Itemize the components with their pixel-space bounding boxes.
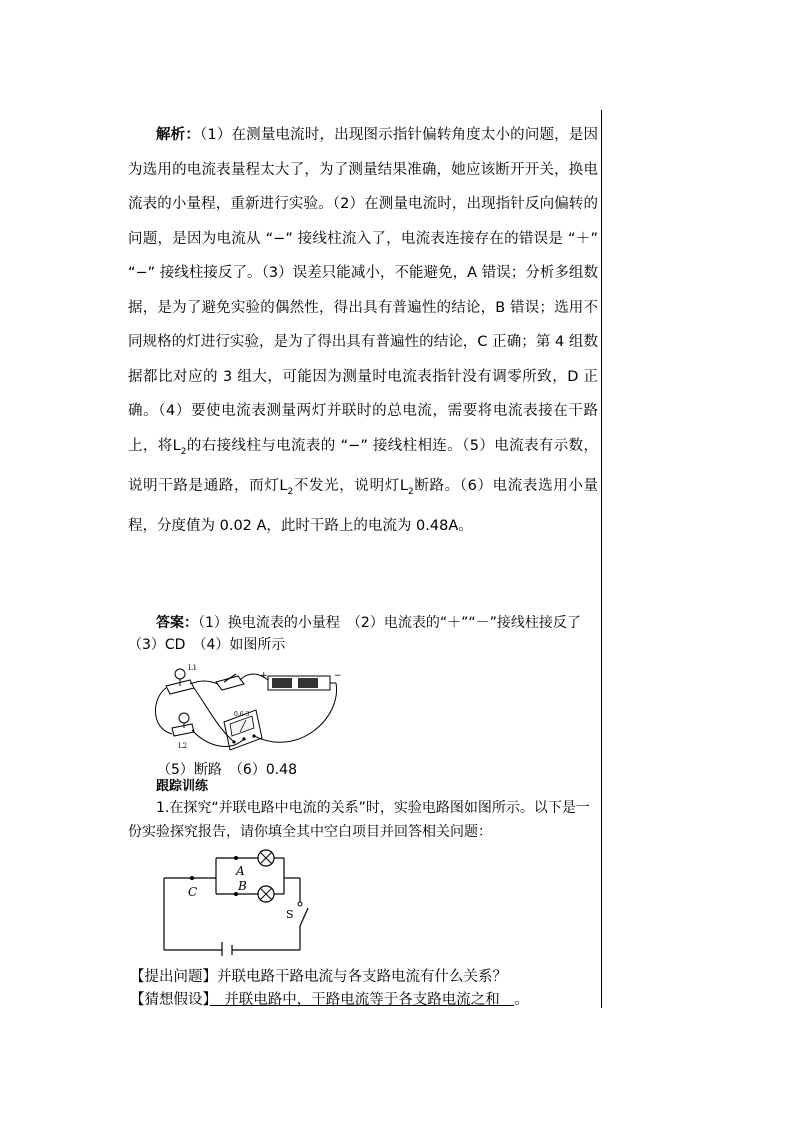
report-hypothesis-end: 。 (514, 992, 529, 1008)
training-section (128, 778, 598, 844)
report-hypothesis-answer: 并联电路中，干路电流等于各支路电流之和 (209, 992, 515, 1008)
lamp-b (258, 886, 274, 902)
label-a: A (236, 864, 245, 878)
lamp-a (258, 850, 274, 866)
node-c (190, 876, 194, 880)
analysis-label: 解析： (156, 127, 201, 143)
answer-block (128, 612, 598, 656)
battery-minus: − (334, 671, 342, 681)
wiring-figure (148, 658, 348, 758)
analysis-text-3: 不发光，说明灯 (293, 477, 400, 494)
answer-line-2-text: （5）断路 （6）0.48 (157, 762, 297, 778)
report-section (130, 966, 600, 1012)
node-a (234, 856, 238, 860)
l2-symbol-a: $L_2$ (172, 437, 187, 457)
report-question-label: 【提出问题】 (130, 969, 217, 985)
label-s: S (286, 908, 294, 921)
l2-symbol-c: $L_2$ (399, 477, 414, 497)
analysis-paragraph (128, 118, 598, 544)
answer-label: 答案： (156, 615, 198, 631)
label-b: B (238, 879, 247, 893)
training-heading: 跟踪训练 (156, 779, 209, 794)
l2-symbol-b: $L_2$ (279, 477, 294, 497)
lamp-l1-label: L1 (188, 664, 198, 672)
ammeter-scale: 0.6 3 (234, 711, 250, 718)
analysis-text-1: （1）在测量电流时，出现图示指针偏转角度太小的问题，是因为选用的电流表量程太大了，为了测量结果准确，她应该断开开关，换电流表的小量程，重新进行实验。（2）在测量电流时，出现指针反向偏转的问题，是因为电流从 “−” 接线柱流入了，电流表连接存在的错误是 “＋” “−” 接线柱接反了。（3）误差只能减小，不能避免，A 错误；分析多组数据，是为了避免实验的偶然性，得出具有普遍性的结论，B 错误；选用不同规格的灯进行实验，是为了得出具有普遍性的结论，C 正确；第 4 组数据都比对应的 3 组大，可能因为测量时电流表指针没有调零所致，D 正确。（4）要使电流表测量两灯并联时的总电流，需要将电流表接在干路上，将 (128, 127, 599, 454)
lamp-l1 (166, 669, 194, 694)
battery-pack (268, 676, 336, 690)
lamp-l2-label: L2 (178, 742, 188, 750)
report-question-text: 并联电路干路电流与各支路电流有什么关系？ (217, 969, 507, 985)
column-rule (601, 110, 602, 1008)
lamp-l2 (172, 713, 194, 736)
report-question (130, 966, 600, 989)
switch (216, 674, 244, 690)
answer-line-1: （1）换电流表的小量程 （2）电流表的“＋”“－”接线柱接反了 （3）CD （4）如图所示 (128, 615, 595, 653)
report-hypothesis-label: 【猜想假设】 (130, 992, 210, 1008)
label-c: C (188, 885, 198, 899)
analysis-text-4: 断路。（6）电流表选用小量程，分度值为 0.02 A，此时干路上的电流为 0.48A。 (128, 477, 598, 535)
parallel-circuit-diagram (160, 846, 310, 956)
switch-contact (298, 902, 302, 906)
analysis-text-2: 的右接线柱与电流表的 “−” 接线柱相连。（5）电流表有示数，说明干路是通路，而灯 (128, 437, 599, 494)
report-hypothesis (130, 989, 600, 1012)
battery-plus: + (260, 671, 268, 681)
question-1: 1.在探究“并联电路中电流的关系”时，实验电路图如图所示。以下是一份实验探究报告，请你填全其中空白项目并回答相关问题： (128, 800, 590, 840)
